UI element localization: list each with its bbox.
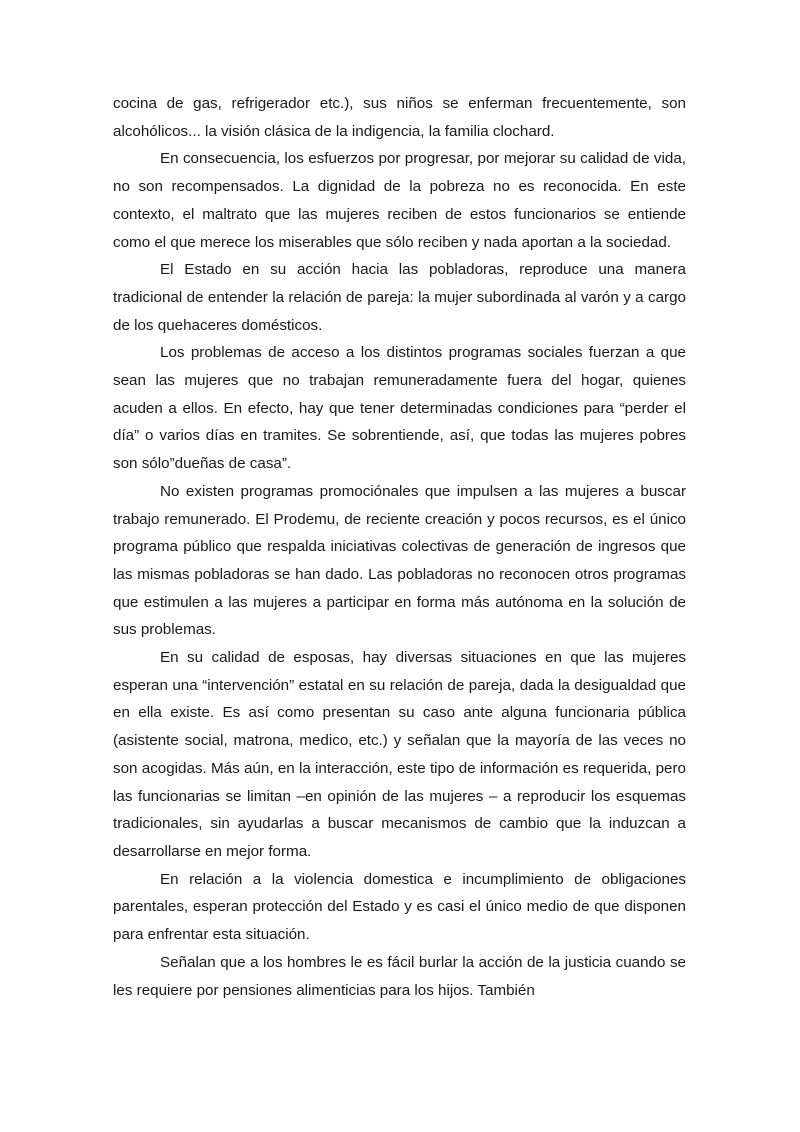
body-text xyxy=(113,90,686,1004)
paragraph: En relación a la violencia domestica e incumplimiento de obligaciones parentales, esperan protección del Estado y es casi el único medio de que disponen para enfrentar esta situación. xyxy=(113,870,686,944)
paragraph: El Estado en su acción hacia las pobladoras, reproduce una manera tradicional de entender la relación de pareja: la mujer subordinada al varón y a cargo de los quehaceres domésticos. xyxy=(113,261,686,334)
paragraph: En consecuencia, los esfuerzos por progresar, por mejorar su calidad de vida, no son recompensados. La dignidad de la pobreza no es reconocida. En este contexto, el maltrato que las mujeres reciben de estos funcionarios se entiende como el que merece los miserables que sólo reciben y nada aportan a la sociedad. xyxy=(113,150,686,251)
paragraph: En su calidad de esposas, hay diversas situaciones en que las mujeres esperan una “intervención” estatal en su relación de pareja, dada la desigualdad que en ella existe. Es así como presentan su caso ante alguna funcionaria pública (asistente social, matrona, medico, etc.) y señalan que la mayoría de las veces no son acogidas. Más aún, en la interacción, este tipo de información es requerida, pero las funcionarias se limitan –en opinión de las mujeres – a reproducir los esquemas tradicionales, sin ayudarlas a buscar mecanismos de cambio que la induzcan a desarrollarse en mejor forma. xyxy=(113,649,686,860)
paragraph: No existen programas promociónales que impulsen a las mujeres a buscar trabajo remunerado. El Prodemu, de reciente creación y pocos recursos, es el único programa público que respalda iniciativas colectivas de generación de ingresos que las mismas pobladoras se han dado. Las pobladoras no reconocen otros programas que estimulen a las mujeres a participar en forma más autónoma en la solución de sus problemas. xyxy=(113,482,686,639)
paragraph: Señalan que a los hombres le es fácil burlar la acción de la justicia cuando se les requiere por pensiones alimenticias para los hijos. También xyxy=(113,953,686,999)
paragraph: cocina de gas, refrigerador etc.), sus niños se enferman frecuentemente, son alcohólicos... la visión clásica de la indigencia, la familia clochard. xyxy=(113,95,686,140)
paragraph: Los problemas de acceso a los distintos programas sociales fuerzan a que sean las mujeres que no trabajan remuneradamente fuera del hogar, quienes acuden a ellos. En efecto, hay que tener determinadas condiciones para “perder el día” o varios días en tramites. Se sobrentiende, así, que todas las mujeres pobres son sólo”dueñas de casa”. xyxy=(113,344,686,473)
